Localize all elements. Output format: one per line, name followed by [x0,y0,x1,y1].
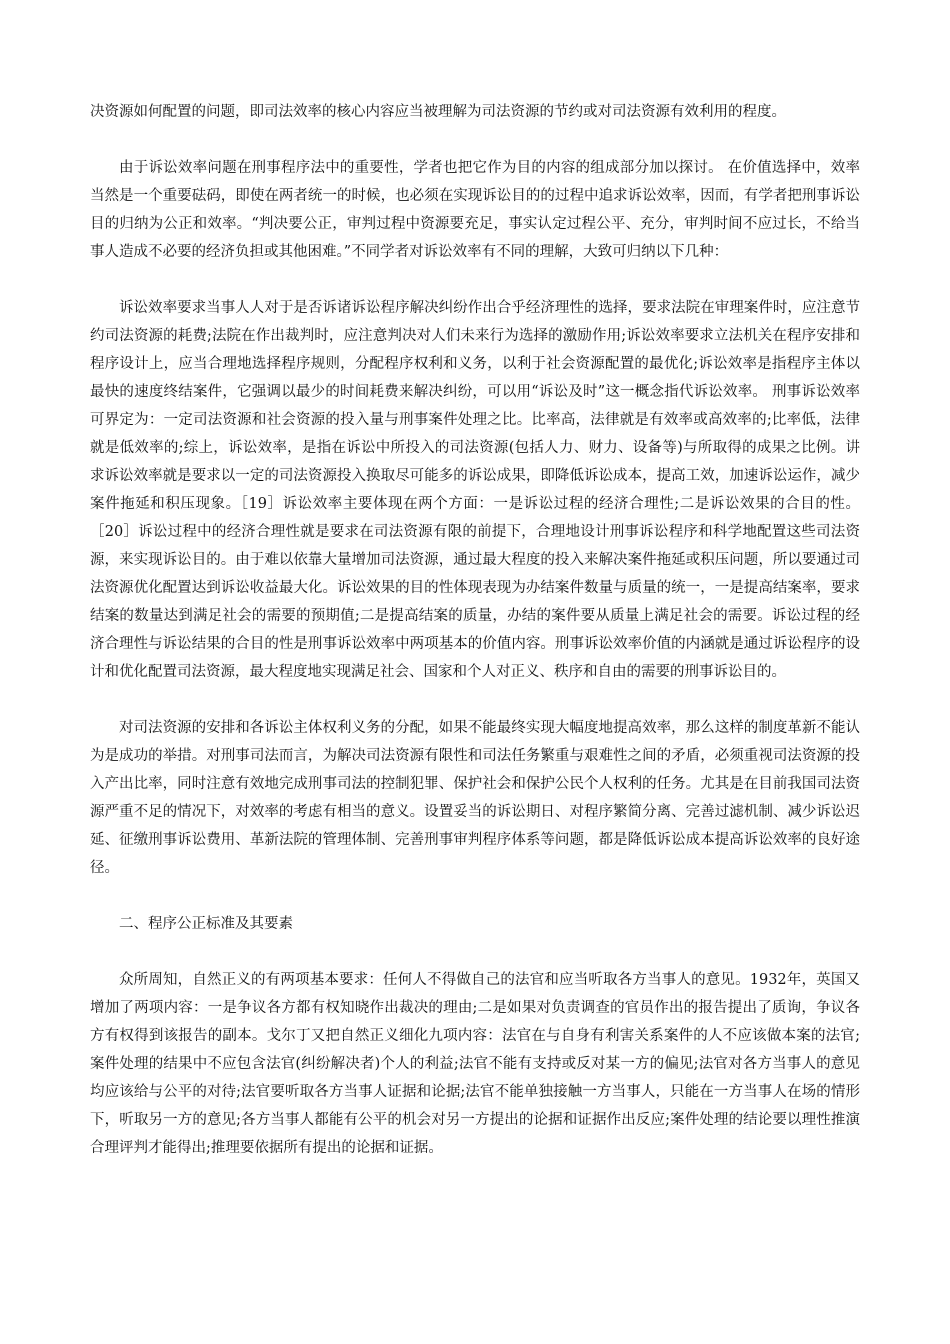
paragraph-efficiency-importance: 由于诉讼效率问题在刑事程序法中的重要性，学者也把它作为目的内容的组成部分加以探讨。 在价值选择中，效率当然是一个重要砝码，即使在两者统一的时候，也必须在实现诉讼目的的过程中追求诉讼效率，因而，有学者把刑事诉讼目的归纳为公正和效率。“判决要公正，审判过程中资源要充足，事实认定过程公平、充分，审判时间不应过长，不给当事人造成不必要的经济负担或其他困难。”不同学者对诉讼效率有不同的理解，大致可归纳以下几种： [90,160,860,260]
document-page [90,98,860,1190]
section-heading: 二、程序公正标准及其要素 [119,916,293,932]
paragraph-continuation: 决资源如何配置的问题，即司法效率的核心内容应当被理解为司法资源的节约或对司法资源有效利用的程度。 [90,104,786,120]
paragraph-efficiency-definitions: 诉讼效率要求当事人人对于是否诉诸诉讼程序解决纠纷作出合乎经济理性的选择，要求法院在审理案件时，应注意节约司法资源的耗费;法院在作出裁判时，应注意判决对人们未来行为选择的激励作用;诉讼效率要求立法机关在程序安排和程序设计上，应当合理地选择程序规则，分配程序权利和义务，以利于社会资源配置的最优化;诉讼效率是指程序主体以最快的速度终结案件，它强调以最少的时间耗费来解决纠纷，可以用“诉讼及时”这一概念指代诉讼效率。 刑事诉讼效率可界定为：一定司法资源和社会资源的投入量与刑事案件处理之比。比率高，法律就是有效率或高效率的;比率低，法律就是低效率的;综上，诉讼效率，是指在诉讼中所投入的司法资源(包括人力、财力、设备等)与所取得的成果之比例。讲求诉讼效率就是要求以一定的司法资源投入换取尽可能多的诉讼成果，即降低诉讼成本，提高工效，加速诉讼运作，减少案件拖延和积压现象。［19］诉讼效率主要体现在两个方面：一是诉讼过程的经济合理性;二是诉讼效果的合目的性。［20］诉讼过程中的经济合理性就是要求在司法资源有限的前提下，合理地设计刑事诉讼程序和科学地配置这些司法资源，来实现诉讼目的。由于难以依靠大量增加司法资源，通过最大程度的投入来解决案件拖延或积压问题，所以要通过司法资源优化配置达到诉讼收益最大化。诉讼效果的目的性体现表现为办结案件数量与质量的统一，一是提高结案率，要求结案的数量达到满足社会的需要的预期值;二是提高结案的质量，办结的案件要从质量上满足社会的需要。诉讼过程的经济合理性与诉讼结果的合目的性是刑事诉讼效率中两项基本的价值内容。刑事诉讼效率价值的内涵就是通过诉讼程序的设计和优化配置司法资源，最大程度地实现满足社会、国家和个人对正义、秩序和自由的需要的刑事诉讼目的。 [90,300,860,680]
paragraph-resource-allocation: 对司法资源的安排和各诉讼主体权利义务的分配，如果不能最终实现大幅度地提高效率，那么这样的制度革新不能认为是成功的举措。对刑事司法而言，为解决司法资源有限性和司法任务繁重与艰难性之间的矛盾，必须重视司法资源的投入产出比率，同时注意有效地完成刑事司法的控制犯罪、保护社会和保护公民个人权利的任务。尤其是在目前我国司法资源严重不足的情况下，对效率的考虑有相当的意义。设置妥当的诉讼期日、对程序繁简分离、完善过滤机制、减少诉讼迟延、征缴刑事诉讼费用、革新法院的管理体制、完善刑事审判程序体系等问题，都是降低诉讼成本提高诉讼效率的良好途径。 [90,720,860,876]
paragraph-natural-justice: 众所周知，自然正义的有两项基本要求：任何人不得做自己的法官和应当听取各方当事人的意见。1932年，英国又增加了两项内容：一是争议各方都有权知晓作出裁决的理由;二是如果对负责调查的官员作出的报告提出了质询，争议各方有权得到该报告的副本。戈尔丁又把自然正义细化九项内容：法官在与自身有利害关系案件的人不应该做本案的法官;案件处理的结果中不应包含法官(纠纷解决者)个人的利益;法官不能有支持或反对某一方的偏见;法官对各方当事人的意见均应该给与公平的对待;法官要听取各方当事人证据和论据;法官不能单独接触一方当事人，只能在一方当事人在场的情形下，听取另一方的意见;各方当事人都能有公平的机会对另一方提出的论据和证据作出反应;案件处理的结论要以理性推演合理评判才能得出;推理要依据所有提出的论据和证据。 [90,972,860,1156]
